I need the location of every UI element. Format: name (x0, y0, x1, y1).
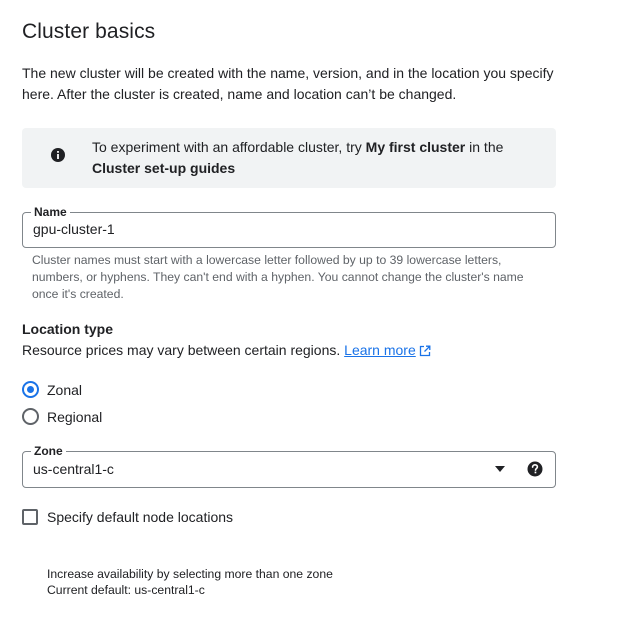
availability-help-line-1: Increase availability by selecting more than one zone (47, 567, 333, 581)
info-icon (50, 147, 66, 163)
info-text-mid: in the (465, 139, 504, 155)
radio-zonal-button[interactable] (22, 381, 39, 398)
default-node-locations-label: Specify default node locations (47, 509, 234, 525)
default-node-locations-checkbox-row[interactable] (22, 509, 233, 525)
info-setup-guides-link[interactable]: Cluster set-up guides (92, 160, 236, 176)
availability-help-line-2: Current default: us-central1-c (47, 583, 205, 597)
name-input[interactable] (33, 221, 533, 237)
page-title: Cluster basics (22, 20, 156, 43)
page-description: The new cluster will be created with the name, version, and in the location you specify here. After the cluster is created, name and location can’t be changed. (22, 65, 554, 102)
location-subtitle-text: Resource prices may vary between certain regions. (22, 342, 341, 358)
zone-select[interactable] (22, 444, 556, 488)
name-field[interactable] (22, 205, 556, 248)
help-icon[interactable] (527, 461, 543, 477)
info-first-cluster-link[interactable]: My first cluster (365, 139, 466, 155)
radio-regional-button[interactable] (22, 408, 39, 425)
radio-zonal[interactable] (22, 381, 82, 398)
dropdown-arrow-icon[interactable] (495, 466, 505, 472)
location-type-title: Location type (22, 321, 114, 337)
radio-regional[interactable] (22, 408, 102, 425)
default-node-locations-checkbox[interactable] (22, 509, 38, 525)
zone-value: us-central1-c (33, 461, 114, 477)
info-text (92, 137, 542, 179)
radio-regional-label: Regional (47, 408, 103, 425)
learn-more-label: Learn more (344, 342, 416, 358)
radio-zonal-label: Zonal (47, 381, 83, 398)
info-text-prefix: To experiment with an affordable cluster, try (92, 139, 366, 155)
location-subtitle (22, 342, 431, 358)
name-field-label: Name (31, 204, 70, 220)
learn-more-link[interactable] (344, 342, 431, 358)
zone-field-label: Zone (31, 443, 66, 459)
availability-help (47, 566, 333, 598)
name-hint: Cluster names must start with a lowercase letter followed by up to 39 lowercase letters, numbers, or hyphens. They can't end with a hyphen. You cannot change the cluster's name once it's created. (32, 253, 524, 301)
info-banner (22, 128, 556, 188)
external-link-icon (419, 345, 431, 357)
